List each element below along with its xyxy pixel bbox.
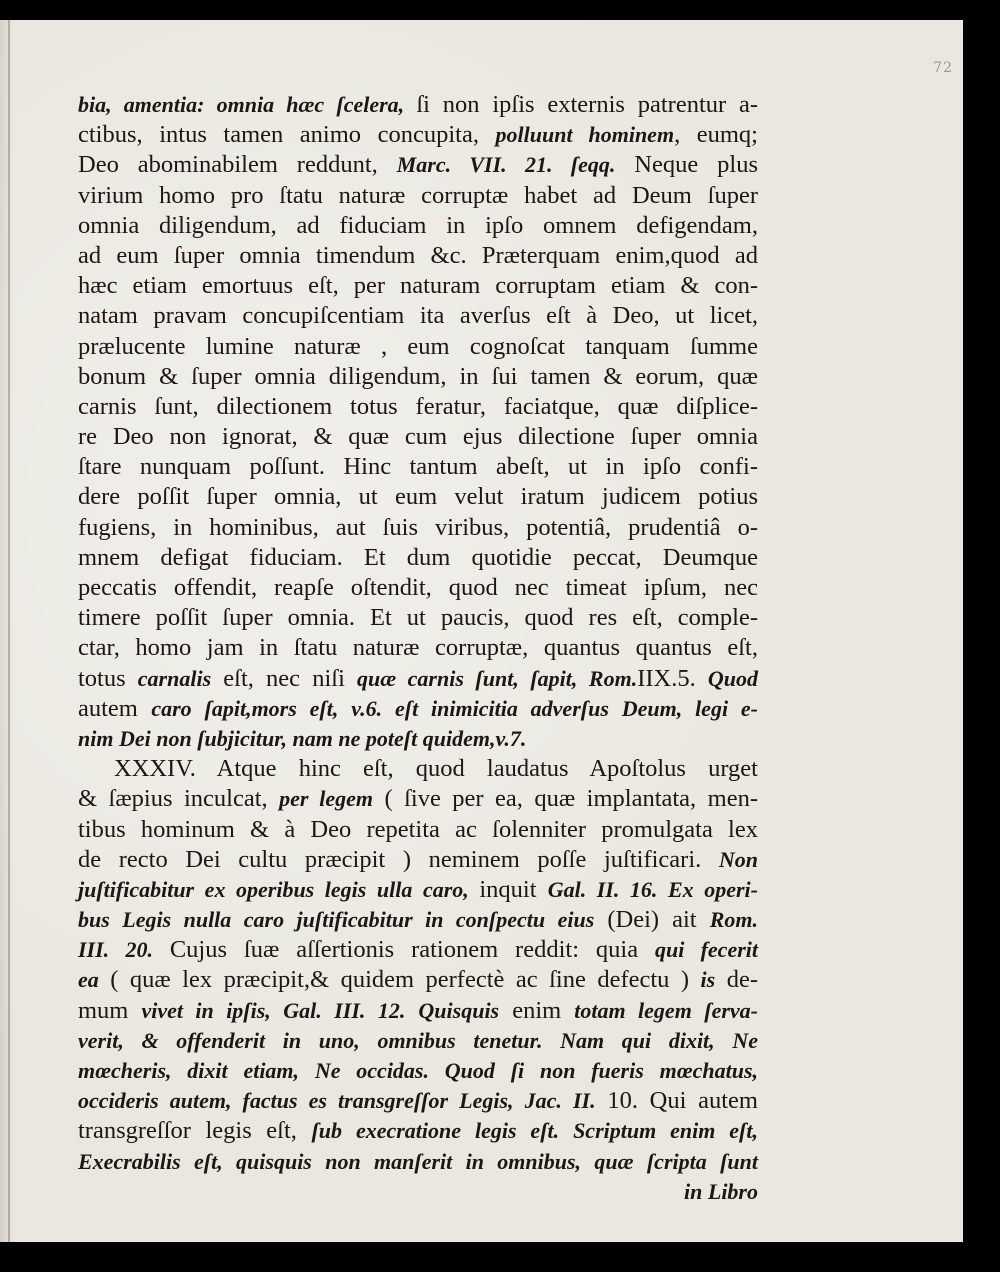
- text-line: [78, 905, 758, 935]
- text-line: [78, 784, 758, 814]
- text-line: [78, 181, 758, 211]
- roman-run: ( quæ lex præcipit,& quidem perfectè ac ſine defectu ): [98, 966, 701, 994]
- roman-run: de recto Dei cultu præcipit ) neminem poſſe juſtificari.: [78, 845, 719, 873]
- roman-run: natam pravam concupiſcentiam ita averſus eſt à Deo, ut licet,: [78, 302, 758, 330]
- roman-run: XXXIV. Atque hinc eſt, quod laudatus Apoſtolus urget: [114, 755, 758, 783]
- text-line: [78, 815, 758, 845]
- text-line: [78, 845, 758, 875]
- book-page: [0, 20, 963, 1242]
- roman-run: [405, 997, 418, 1024]
- roman-run: ad eum ſuper omnia timendum &c. Præterquam enim,quod ad: [78, 241, 758, 269]
- italic-run: verit, & offenderit in uno, omnibus tenetur. Nam qui dixit, Ne: [78, 1027, 758, 1053]
- roman-run: prælucente lumine naturæ , eum cognoſcat tanquam ſumme: [78, 332, 758, 360]
- text-line: [78, 1147, 758, 1177]
- italic-run: occideris autem, factus es transgreſſor Legis, Jac. II.: [78, 1088, 596, 1114]
- text-line: [78, 724, 758, 754]
- roman-run: & ſæpius inculcat,: [78, 785, 280, 813]
- text-line: [78, 1116, 758, 1146]
- roman-run: mum: [78, 996, 142, 1024]
- roman-run: carnis ſunt, dilectionem totus feratur, faciatque, quæ diſplice-: [78, 392, 758, 420]
- roman-run: enim: [499, 996, 575, 1024]
- italic-run: III. 20.: [78, 937, 153, 963]
- roman-run: dere poſſit ſuper omnia, ut eum velut iratum judicem potius: [78, 483, 758, 511]
- roman-run: fugiens, in hominibus, aut ſuis viribus, potentiâ, prudentiâ o-: [78, 513, 758, 541]
- italic-run: bia, amentia: omnia hæc ſcelera,: [78, 92, 417, 117]
- roman-run: Neque plus: [615, 151, 758, 179]
- catchword-text: in Libro: [684, 1178, 758, 1204]
- roman-run: Cujus ſuæ aſſertionis rationem reddit: quia: [152, 936, 655, 964]
- italic-run: ea: [78, 967, 99, 993]
- italic-run: mœcheris, dixit etiam, Ne occidas. Quod ſi non fueris mœchatus,: [78, 1058, 758, 1083]
- roman-run: Deo abominabilem reddunt,: [78, 151, 397, 179]
- text-line: [78, 935, 758, 965]
- italic-run: is: [700, 967, 716, 993]
- text-line: [78, 513, 758, 543]
- text-line: [78, 482, 758, 512]
- page-number: 72: [933, 60, 953, 76]
- text-line: [78, 633, 758, 663]
- roman-run: de-: [715, 966, 758, 994]
- roman-run: mnem defigat fiduciam. Et dum quotidie peccat, Deumque: [78, 543, 758, 571]
- italic-run: caro ſapit,mors eſt, v.6. eſt inimicitia adverſus Deum, legi e-: [151, 695, 758, 721]
- roman-run: eſt, nec niſi: [211, 664, 358, 692]
- italic-run: carnalis: [137, 665, 212, 691]
- roman-run: timere poſſit ſuper omnia. Et ut paucis, quod res eſt, comple-: [78, 604, 758, 632]
- italic-run: nim Dei non ſubjicitur, nam ne poteſt quidem,v.7.: [78, 725, 527, 751]
- text-line: [78, 301, 758, 331]
- italic-run: qui fecerit: [654, 937, 758, 963]
- italic-run: Marc. VII. 21. ſeqq.: [396, 152, 616, 178]
- text-line: [78, 664, 758, 694]
- roman-run: (Dei) ait: [594, 906, 710, 934]
- italic-run: bus Legis nulla caro juſtificabitur in conſpectu eius: [78, 907, 595, 933]
- italic-run: Non: [718, 846, 758, 872]
- text-line: [78, 996, 758, 1026]
- text-block: [78, 90, 758, 1207]
- section-xxxiv-heading-line: [78, 754, 758, 784]
- text-line: [78, 332, 758, 362]
- roman-run: virium homo pro ſtatu naturæ corruptæ habet ad Deum ſuper: [78, 181, 758, 209]
- text-line: [78, 362, 758, 392]
- roman-run: transgreſſor legis eſt,: [78, 1117, 312, 1145]
- italic-run: totam legem ſerva-: [574, 997, 758, 1023]
- roman-run: tibus hominum & à Deo repetita ac ſolenniter promulgata lex: [78, 815, 758, 843]
- roman-run: re Deo non ignorat, & quæ cum ejus dilectione ſuper omnia: [78, 423, 758, 451]
- text-line: [78, 965, 758, 995]
- text-line: [78, 573, 758, 603]
- italic-run: polluunt hominem: [495, 122, 675, 148]
- italic-run: ſub execratione legis eſt. Scriptum enim eſt,: [311, 1118, 758, 1144]
- text-line: [78, 120, 758, 150]
- text-line: [78, 150, 758, 180]
- text-line: [78, 875, 758, 905]
- roman-run: inquit: [479, 875, 548, 903]
- roman-run: omnia diligendum, ad fiduciam in ipſo omnem defigendam,: [78, 211, 758, 239]
- text-line: [78, 543, 758, 573]
- italic-run: vivet in ipſis, Gal. III. 12.: [141, 997, 406, 1023]
- text-line: [78, 211, 758, 241]
- italic-run: Gal. II. 16. Ex operi-: [547, 876, 758, 902]
- italic-run: quæ carnis ſunt, ſapit, Rom.: [357, 665, 638, 691]
- roman-run: peccatis offendit, reapſe oſtendit, quod nec timeat ipſum, nec: [78, 574, 758, 601]
- text-line: [78, 241, 758, 271]
- italic-run: Execrabilis eſt, quisquis non manſerit in omnibus, quæ ſcripta ſunt: [78, 1148, 758, 1174]
- text-line: [78, 271, 758, 301]
- italic-run: Rom.: [709, 907, 758, 933]
- italic-run: Quisquis: [418, 997, 500, 1023]
- roman-run: ( ſive per ea, quæ implantata, men-: [373, 785, 758, 813]
- roman-run: 10. Qui autem: [595, 1087, 758, 1115]
- roman-run: ſi non ipſis externis patrentur a-: [416, 91, 759, 118]
- catchword: [78, 1177, 758, 1207]
- roman-run: ſtare nunquam poſſunt. Hinc tantum abeſt, ut in ipſo confi-: [78, 453, 758, 481]
- italic-run: juſtificabitur ex operibus legis ulla caro,: [78, 876, 480, 902]
- roman-run: bonum & ſuper omnia diligendum, in ſui tamen & eorum, quæ: [78, 362, 758, 390]
- roman-run: ctar, homo jam in ſtatu naturæ corruptæ, quantus quantus eſt,: [78, 634, 758, 662]
- text-line: [78, 694, 758, 724]
- roman-run: , eumq;: [674, 121, 758, 149]
- text-line: [78, 1086, 758, 1116]
- roman-run: autem: [78, 694, 152, 722]
- roman-run: hæc etiam emortuus eſt, per naturam corruptam etiam & con-: [78, 272, 758, 300]
- italic-run: per legem: [279, 786, 374, 812]
- roman-run: ctibus, intus tamen animo concupita,: [78, 121, 496, 149]
- text-line: [78, 1026, 758, 1056]
- text-line: [78, 603, 758, 633]
- roman-run: totus: [78, 664, 138, 692]
- text-line: [78, 1056, 758, 1086]
- page-binding-edge: [8, 20, 10, 1242]
- roman-run: IIX.5.: [637, 664, 708, 692]
- italic-run: Quod: [707, 665, 758, 691]
- text-line: [78, 452, 758, 482]
- text-line: [78, 422, 758, 452]
- text-line: [78, 392, 758, 422]
- text-line: [78, 90, 758, 120]
